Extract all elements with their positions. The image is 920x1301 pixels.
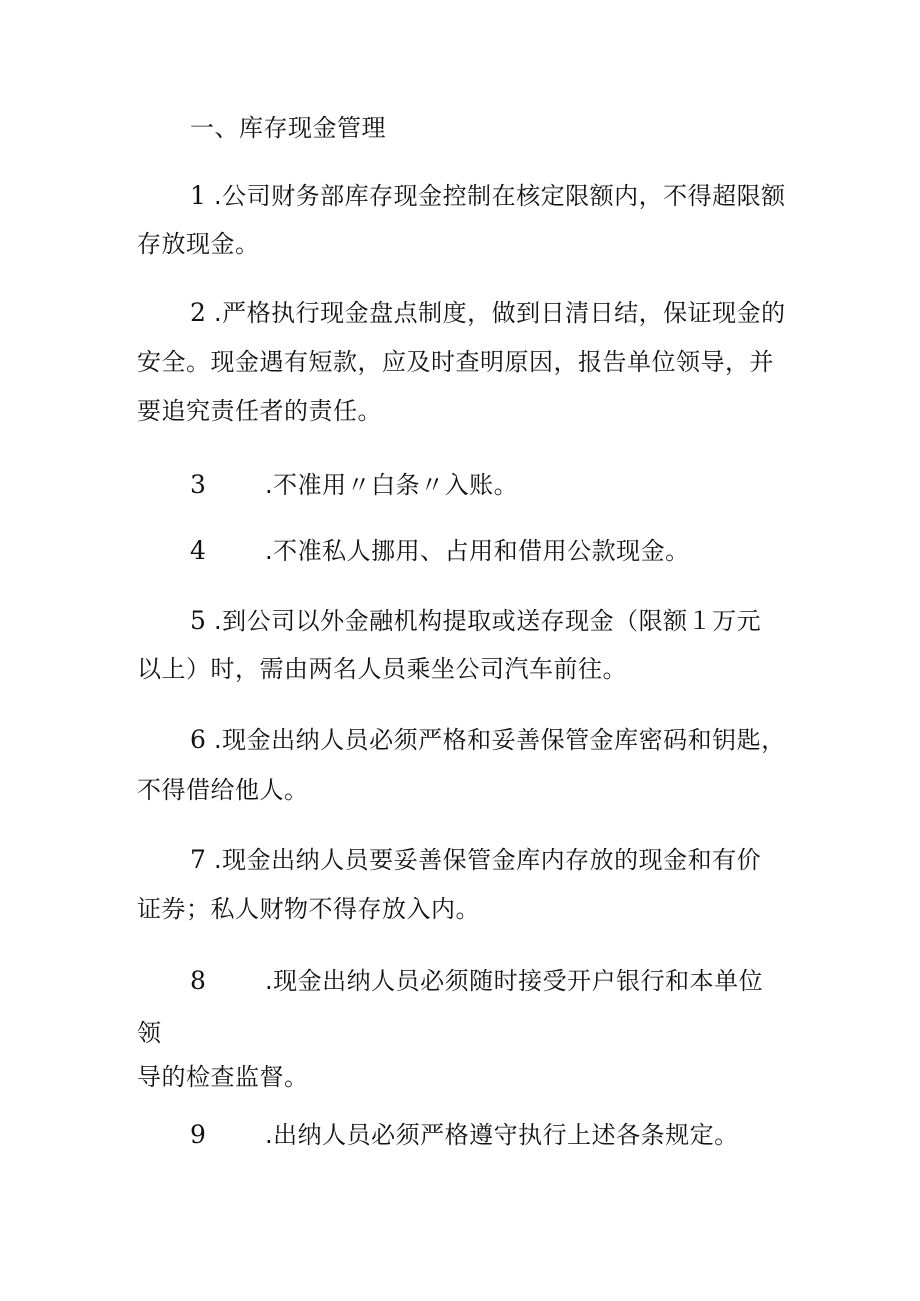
item-6-number: 6 (190, 725, 206, 754)
item-1-line-1: .公司财务部库存现金控制在核定限额内，不得超限额 (214, 182, 786, 210)
item-6-line-2: 不得借给他人。 (137, 776, 309, 804)
section-heading: 一、库存现金管理 (190, 114, 386, 142)
item-5-line-1: .到公司以外金融机构提取或送存现金（限额１万元 (214, 607, 762, 635)
item-7-line-1: .现金出纳人员要妥善保管金库内存放的现金和有价 (214, 846, 762, 874)
item-3-line-1: .不准用〃白条〃入账。 (265, 471, 519, 499)
item-1-line-2: 存放现金。 (137, 230, 260, 258)
item-7-number: 7 (190, 845, 206, 874)
item-2-number: 2 (190, 298, 206, 327)
item-8-number: 8 (190, 966, 206, 995)
item-5-line-2: 以上）时，需由两名人员乘坐公司汽车前往。 (137, 655, 627, 683)
item-8-line-3: 导的检查监督。 (137, 1063, 309, 1091)
item-4-number: 4 (190, 536, 206, 565)
item-1-number: 1 (190, 181, 206, 210)
item-3-number: 3 (190, 470, 206, 499)
item-6-line-1: .现金出纳人员必须严格和妥善保管金库密码和钥匙， (214, 726, 786, 754)
item-9-number: 9 (190, 1120, 206, 1149)
item-7-line-2: 证券；私人财物不得存放入内。 (137, 895, 480, 923)
item-9-line-1: .出纳人员必须严格遵守执行上述各条规定。 (265, 1121, 739, 1149)
item-5-number: 5 (190, 606, 206, 635)
item-2-line-1: .严格执行现金盘点制度，做到日清日结，保证现金的 (214, 299, 786, 327)
item-8-line-2: 领 (137, 1019, 162, 1047)
item-8-line-1: .现金出纳人员必须随时接受开户银行和本单位 (265, 967, 764, 995)
item-2-line-2: 安全。现金遇有短款，应及时查明原因，报告单位领导，并 (137, 348, 774, 376)
item-2-line-3: 要追究责任者的责任。 (137, 397, 382, 425)
item-4-line-1: .不准私人挪用、占用和借用公款现金。 (265, 537, 690, 565)
